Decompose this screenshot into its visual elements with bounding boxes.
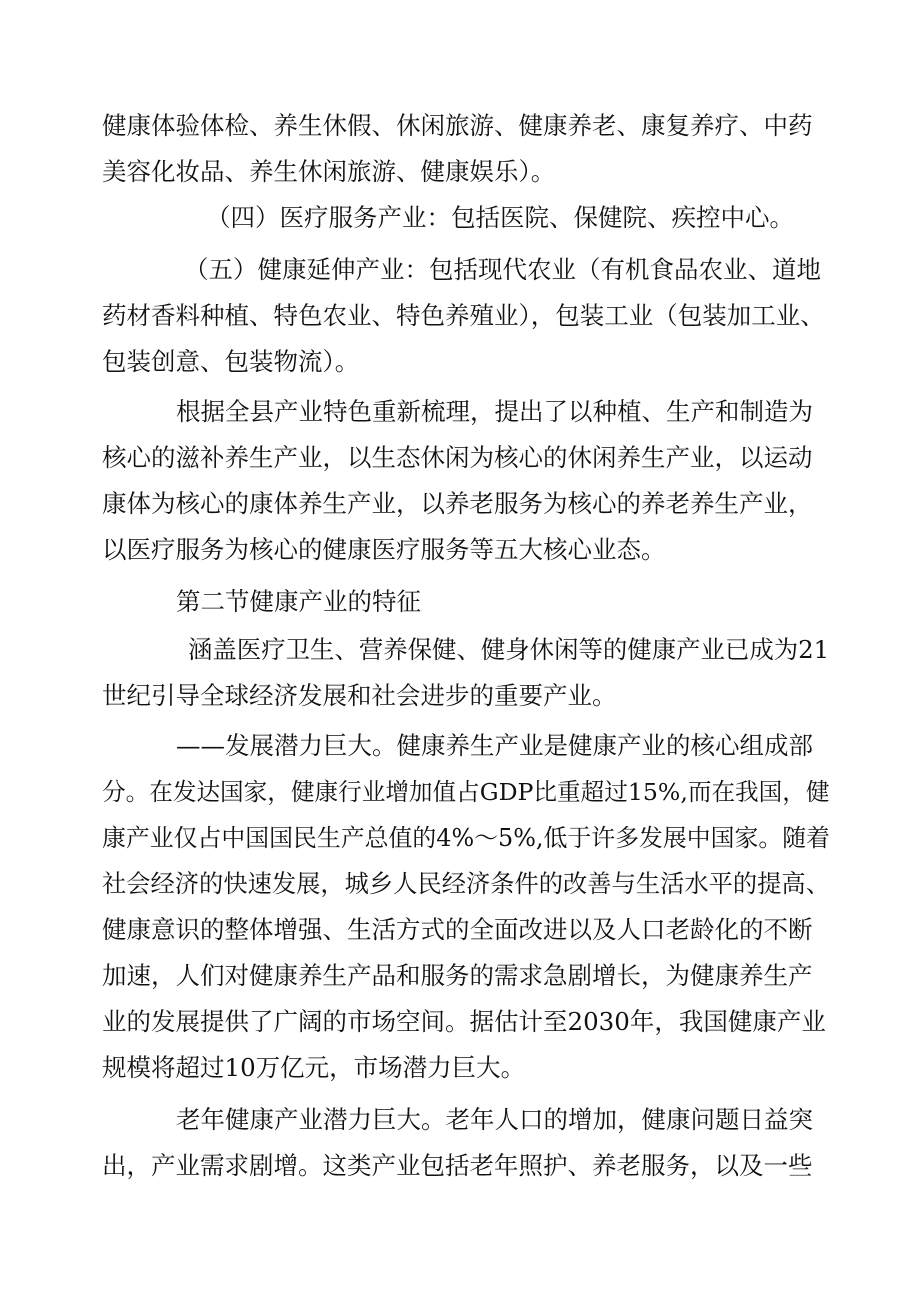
- list-item-heading: （五）健康延伸产业：包括现代农业（有机食品农业、道地: [184, 255, 821, 284]
- text-line: 核心的滋补养生产业，以生态休闲为核心的休闲养生产业，以运动: [102, 443, 813, 472]
- list-item-heading: （四）医疗服务产业：包括医院、保健院、疾控中心。: [206, 203, 794, 232]
- section-heading: 第二节健康产业的特征: [176, 587, 421, 616]
- text-line: 社会经济的快速发展，城乡人民经济条件的改善与生活水平的提高、: [102, 869, 830, 898]
- text-line: 业的发展提供了广阔的市场空间。据估计至2030年，我国健康产业: [102, 1007, 826, 1036]
- text-line: 康体为核心的康体养生产业，以养老服务为核心的养老养生产业，: [102, 489, 813, 518]
- paragraph-start: 老年健康产业潜力巨大。老年人口的增加，健康问题日益突: [176, 1105, 813, 1134]
- paragraph-start: 涵盖医疗卫生、营养保健、健身休闲等的健康产业已成为21: [188, 635, 830, 664]
- text-line: 加速，人们对健康养生产品和服务的需求急剧增长，为健康养生产: [102, 961, 813, 990]
- text-line: 健康意识的整体增强、生活方式的全面改进以及人口老龄化的不断: [102, 915, 813, 944]
- text-line: 包装创意、包装物流）。: [102, 347, 360, 376]
- text-line: 以医疗服务为核心的健康医疗服务等五大核心业态。: [102, 535, 666, 564]
- text-line: 规模将超过10万亿元，市场潜力巨大。: [102, 1053, 526, 1082]
- paragraph-start: ——发展潜力巨大。健康养生产业是健康产业的核心组成部: [176, 731, 813, 760]
- text-line: 药材香料种植、特色农业、特色养殖业），包装工业（包装加工业、: [102, 301, 825, 330]
- text-line: 康产业仅占中国国民生产总值的4%～5%,低于许多发展中国家。随着: [102, 824, 830, 852]
- text-line: 美容化妆品、养生休闲旅游、健康娱乐）。: [102, 157, 556, 186]
- paragraph-start: 根据全县产业特色重新梳理，提出了以种植、生产和制造为: [176, 397, 813, 426]
- text-line: 世纪引导全球经济发展和社会进步的重要产业。: [102, 681, 617, 710]
- text-line: 出，产业需求剧增。这类产业包括老年照护、养老服务，以及一些: [102, 1151, 813, 1180]
- text-line: 分。在发达国家，健康行业增加值占GDP比重超过15%,而在我国，健: [102, 778, 830, 806]
- text-line: 健康体验体检、养生休假、休闲旅游、健康养老、康复养疗、中药: [102, 111, 813, 140]
